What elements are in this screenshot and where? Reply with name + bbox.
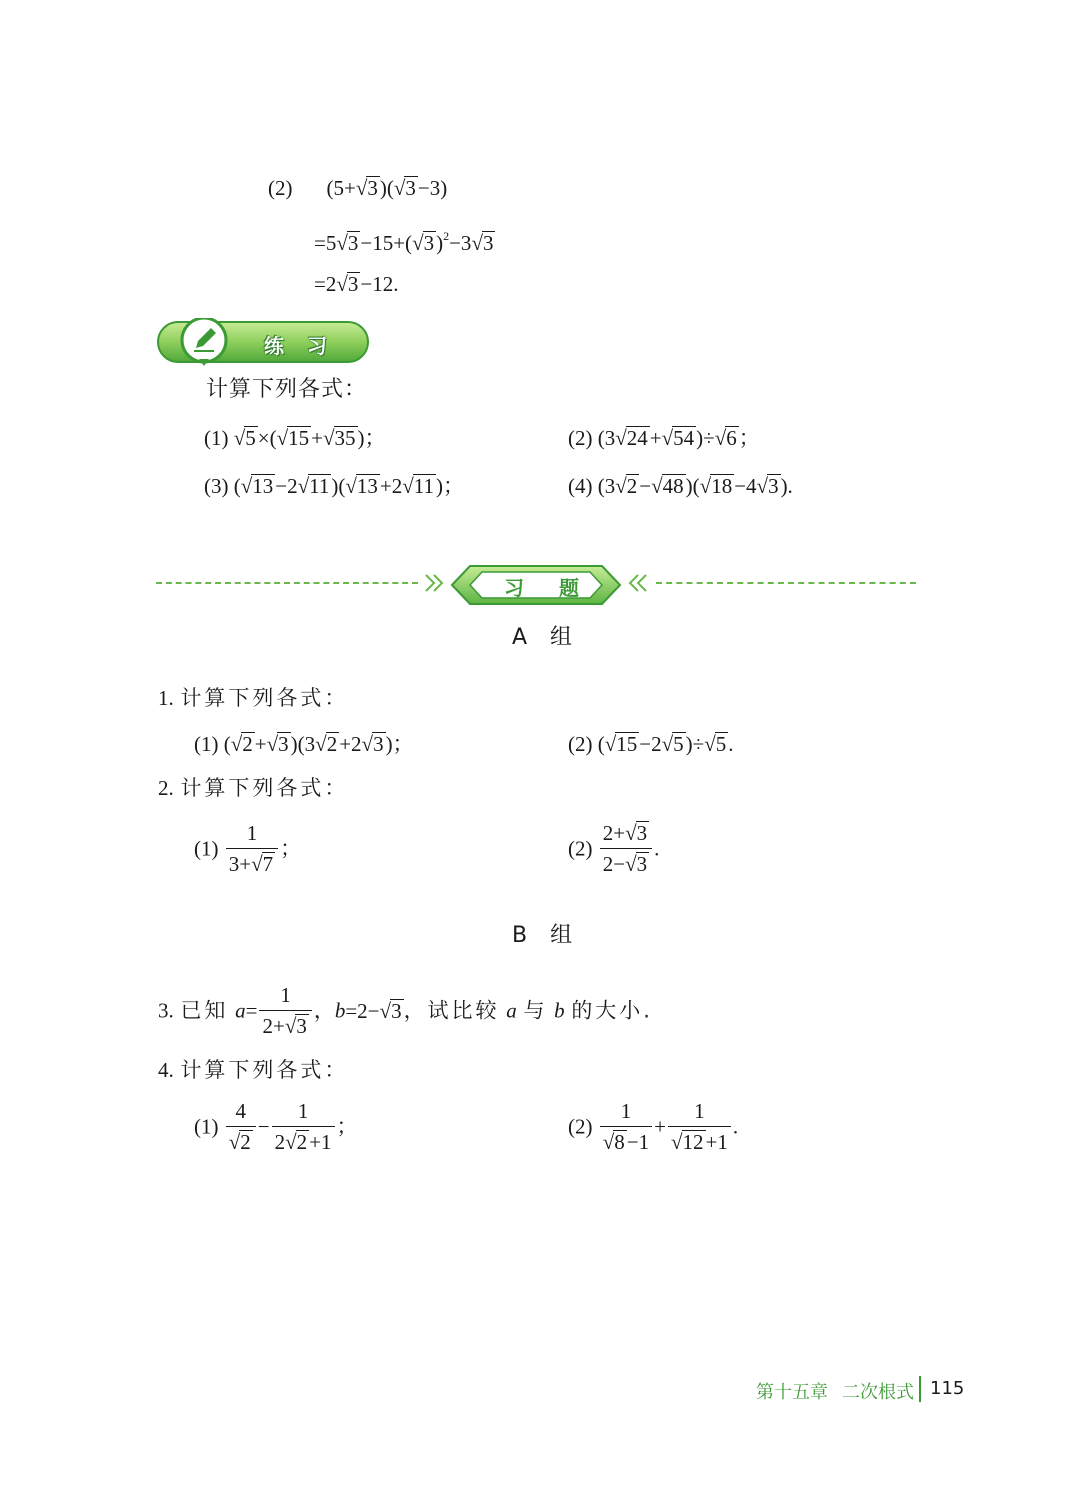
divider-right (656, 582, 916, 584)
fraction: $\frac{4}{√2}$ (226, 1098, 256, 1155)
exercises-header (450, 564, 622, 606)
divider-left (156, 582, 418, 584)
fraction: $\frac{1}{√8-1}$ (600, 1098, 652, 1155)
fraction: $\frac{1}{3+√7}$ (226, 820, 278, 877)
exercise-2-item-2: (2) $\frac{2+√3}{2-√3}$ . (568, 821, 660, 876)
practice-item-3: (3) (√13−2√11)(√13+2√11)； (204, 474, 465, 498)
exercises-header-label: 习 题 (504, 576, 593, 600)
exercise-4-item-1: (1) $\frac{4}{√2}$ − $\frac{1}{2√2+1}$ ； (194, 1099, 358, 1154)
fraction: $\frac{2+√3}{2-√3}$ (600, 820, 652, 877)
practice-item-1: (1) √5×(√15+√35)； (204, 426, 386, 450)
pencil-icon (192, 326, 218, 352)
example-line-2: $=5√3-15+(√3)^2-3√3$ (314, 229, 494, 255)
exercise-2-item-1: (1) $\frac{1}{3+√7}$ ； (194, 821, 302, 876)
example-line-3: =2√3−12. (314, 272, 399, 296)
fraction: $\frac{1}{2+√3}$ (259, 982, 311, 1039)
chevron-left-icon (626, 572, 650, 594)
footer-chapter: 第十五章 (756, 1382, 828, 1403)
practice-header (156, 318, 372, 368)
practice-header-label: 练 习 (264, 334, 335, 358)
exercise-4: 4. 计算下列各式： (158, 1058, 349, 1082)
chevron-right-icon (424, 572, 448, 594)
fraction: $\frac{1}{2√2+1}$ (272, 1098, 335, 1155)
exercise-2: 2. 计算下列各式： (158, 776, 349, 800)
group-a-title: A 组 (512, 625, 581, 650)
footer-divider (919, 1376, 921, 1402)
group-b-title: B 组 (512, 923, 581, 948)
practice-item-2: (2) (3√24+√54)÷√6； (568, 426, 760, 450)
exercise-3: 3. 已知 a= $\frac{1}{2+√3}$ ，b=2−√3，试比较 a 与 b 的大小. (158, 983, 653, 1038)
example-line-1: (2) (5+√3)(√3−3) (268, 176, 448, 200)
fraction: $\frac{1}{√12+1}$ (668, 1098, 731, 1155)
exercise-1-item-2: (2) (√15−2√5)÷√5. (568, 732, 734, 756)
exercise-1-item-1: (1) (√2+√3)(3√2+2√3)； (194, 732, 414, 756)
practice-intro: 计算下列各式： (206, 377, 368, 402)
practice-item-4: (4) (3√2−√48)(√18−4√3). (568, 474, 793, 498)
exercise-1: 1. 计算下列各式： (158, 686, 349, 710)
page-number: 115 (930, 1378, 965, 1399)
exercise-4-item-2: (2) $\frac{1}{√8-1}$ + $\frac{1}{√12+1}$ . (568, 1099, 739, 1154)
footer-title: 二次根式 (842, 1382, 914, 1403)
